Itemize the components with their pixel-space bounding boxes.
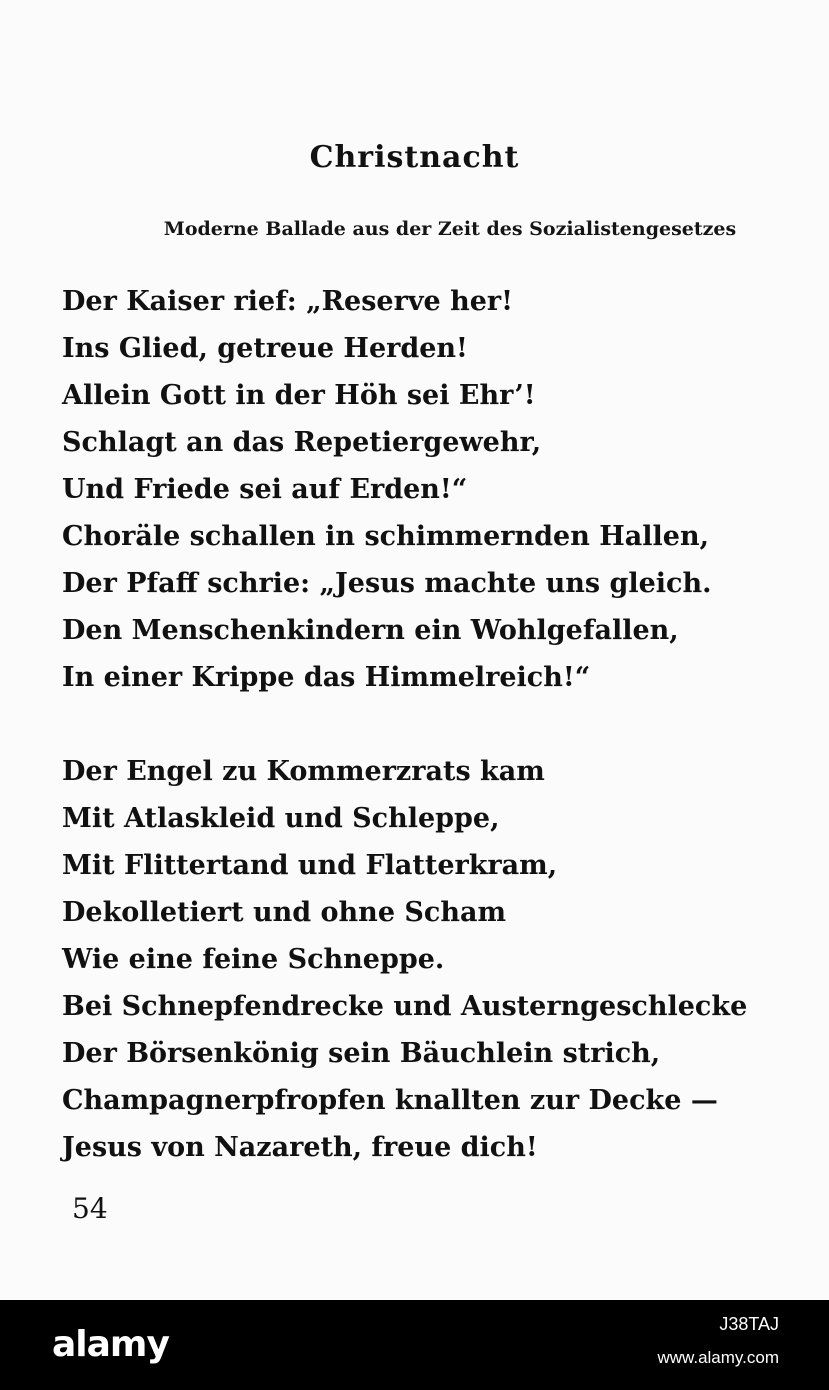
stanza-1	[62, 278, 712, 701]
poem-line: Choräle schallen in schimmernden Hallen,	[62, 521, 709, 552]
poem-line: Den Menschenkindern ein Wohlgefallen,	[62, 615, 679, 646]
page-number: 54	[72, 1192, 108, 1225]
poem-line: Der Börsenkönig sein Bäuchlein strich,	[62, 1038, 661, 1069]
poem-line: Mit Atlaskleid und Schleppe,	[62, 803, 500, 834]
brand-logo[interactable]: alamy	[52, 1324, 169, 1365]
poem-line: Dekolletiert und ohne Scham	[62, 897, 507, 928]
poem-line: Ins Glied, getreue Herden!	[62, 333, 468, 364]
poem-line: In einer Krippe das Himmelreich!“	[62, 662, 591, 693]
poem-title: Christnacht	[309, 140, 520, 175]
poem-line: Wie eine feine Schneppe.	[62, 944, 445, 975]
poem-line: Allein Gott in der Höh sei Ehr’!	[62, 380, 536, 411]
poem-line: Der Engel zu Kommerzrats kam	[62, 756, 545, 787]
poem-line: Jesus von Nazareth, freue dich!	[62, 1132, 538, 1163]
poem-line: Bei Schnepfendrecke und Austerngeschlecke	[62, 991, 748, 1022]
poem-line: Der Pfaff schrie: „Jesus machte uns gleich.	[62, 568, 712, 599]
stanza-2	[62, 748, 747, 1171]
poem-subtitle: Moderne Ballade aus der Zeit des Sozialistengesetzes	[163, 218, 737, 240]
poem-line: Der Kaiser rief: „Reserve her!	[62, 286, 513, 317]
poem-line: Champagnerpfropfen knallten zur Decke —	[62, 1085, 718, 1116]
poem-line: Schlagt an das Repetiergewehr,	[62, 427, 542, 458]
poem-line: Mit Flittertand und Flatterkram,	[62, 850, 558, 881]
poem-line: Und Friede sei auf Erden!“	[62, 474, 468, 505]
site-url[interactable]: www.alamy.com	[657, 1348, 779, 1367]
image-id: J38TAJ	[719, 1314, 779, 1334]
watermark-footer	[0, 1300, 829, 1390]
